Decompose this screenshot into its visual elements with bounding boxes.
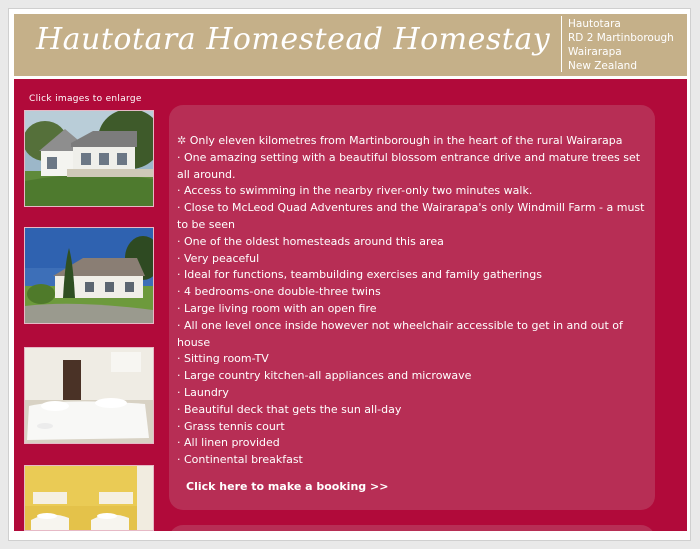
thumbnail-bedroom[interactable] bbox=[24, 347, 154, 444]
address-divider bbox=[561, 16, 562, 72]
feature-text: One of the oldest homesteads around this area bbox=[184, 234, 444, 248]
feature-text: Laundry bbox=[184, 385, 229, 399]
feature-item: · All one level once inside however not wheelchair accessible to get in and out of house bbox=[177, 318, 623, 349]
feature-item: · Laundry bbox=[177, 385, 229, 399]
features-panel bbox=[169, 105, 655, 510]
house-garden-image bbox=[25, 228, 153, 323]
intro-text: Only eleven kilometres from Martinborough in the heart of the rural Wairarapa bbox=[189, 134, 623, 147]
feature-item: · All linen provided bbox=[177, 436, 280, 450]
feature-item: · 4 bedrooms-one double-three twins bbox=[177, 285, 381, 299]
features-list bbox=[177, 133, 655, 469]
feature-text: Grass tennis court bbox=[184, 419, 285, 433]
feature-intro bbox=[177, 133, 655, 150]
feature-text: Sitting room-TV bbox=[184, 352, 269, 366]
feature-item: · Very peaceful bbox=[177, 251, 260, 265]
thumbnail-twin-bedroom[interactable] bbox=[24, 465, 154, 531]
feature-item: · Continental breakfast bbox=[177, 453, 303, 467]
bedroom-image bbox=[25, 348, 153, 443]
feature-text: Large country kitchen-all appliances and microwave bbox=[184, 369, 472, 383]
feature-text: Very peaceful bbox=[184, 251, 260, 265]
feature-text: All linen provided bbox=[184, 436, 280, 450]
main-content bbox=[14, 79, 687, 531]
house-front-image bbox=[25, 111, 153, 206]
header bbox=[14, 14, 687, 76]
header-divider bbox=[14, 76, 687, 78]
feature-text: Large living room with an open fire bbox=[184, 301, 377, 315]
feature-text: All one level once inside however not wheelchair accessible to get in and out of house bbox=[177, 318, 623, 349]
feature-item: · One amazing setting with a beautiful blossom entrance drive and mature trees set all around. bbox=[177, 150, 641, 181]
feature-item: · Beautiful deck that gets the sun all-day bbox=[177, 402, 402, 416]
booking-link[interactable]: Click here to make a booking >> bbox=[186, 480, 389, 493]
thumbnail-house-garden[interactable] bbox=[24, 227, 154, 324]
address-line: New Zealand bbox=[568, 60, 637, 72]
address-line: Wairarapa bbox=[568, 46, 622, 58]
site-title: Hautotara Homestead Homestay bbox=[36, 22, 551, 57]
feature-item: · One of the oldest homesteads around this area bbox=[177, 234, 444, 248]
feature-text: 4 bedrooms-one double-three twins bbox=[184, 285, 381, 299]
feature-item: · Large country kitchen-all appliances and microwave bbox=[177, 369, 472, 383]
feature-text: One amazing setting with a beautiful blossom entrance drive and mature trees set all around. bbox=[177, 150, 641, 181]
feature-item: · Ideal for functions, teambuilding exercises and family gatherings bbox=[177, 268, 542, 282]
feature-item: · Sitting room-TV bbox=[177, 352, 269, 366]
twin-bedroom-image bbox=[25, 466, 153, 531]
address-line: Hautotara bbox=[568, 18, 621, 30]
feature-text: Ideal for functions, teambuilding exercises and family gatherings bbox=[184, 268, 542, 282]
secondary-panel bbox=[169, 525, 655, 531]
feature-item: · Large living room with an open fire bbox=[177, 301, 377, 315]
feature-item: · Access to swimming in the nearby river-only two minutes walk. bbox=[177, 184, 533, 198]
feature-item: · Close to McLeod Quad Adventures and the Wairarapa's only Windmill Farm - a must to be seen bbox=[177, 201, 645, 231]
feature-text: Beautiful deck that gets the sun all-day bbox=[184, 402, 402, 416]
address-line: RD 2 Martinborough bbox=[568, 32, 674, 44]
flower-icon: ✲ bbox=[177, 134, 187, 147]
feature-text: Access to swimming in the nearby river-only two minutes walk. bbox=[184, 184, 533, 198]
feature-text: Close to McLeod Quad Adventures and the Wairarapa's only Windmill Farm - a must to be seen bbox=[177, 201, 645, 231]
thumbnail-house-front[interactable] bbox=[24, 110, 154, 207]
feature-text: Continental breakfast bbox=[184, 453, 303, 467]
feature-item: · Grass tennis court bbox=[177, 419, 285, 433]
address-block bbox=[568, 17, 674, 73]
enlarge-hint: Click images to enlarge bbox=[29, 94, 142, 104]
